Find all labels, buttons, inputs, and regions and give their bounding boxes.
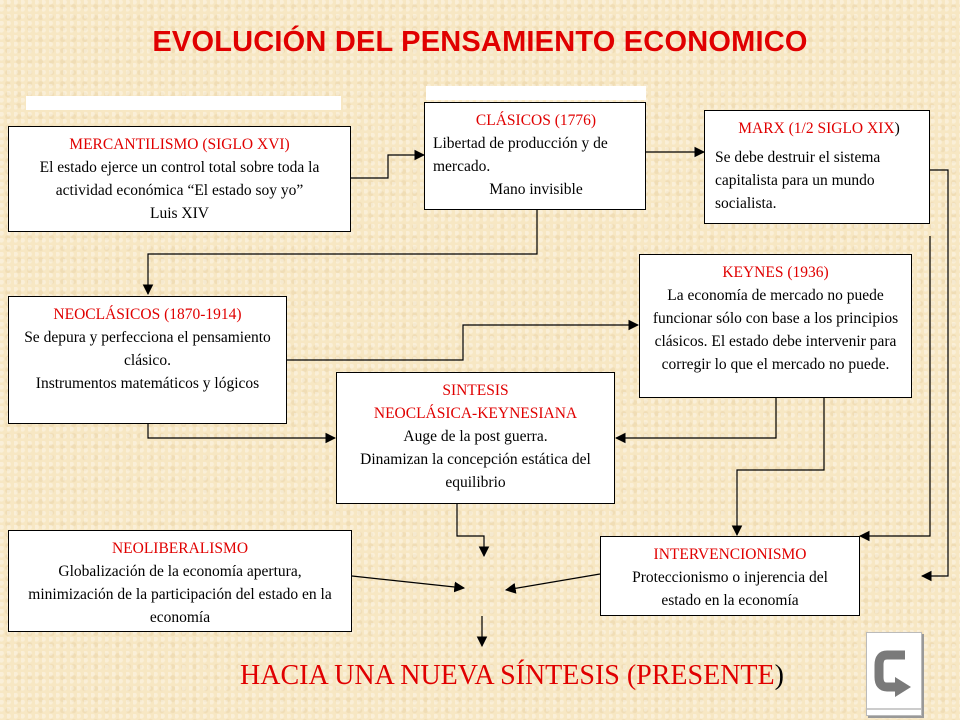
arrow-neoclasicos-keynes (287, 325, 638, 360)
box-keynes (639, 254, 912, 398)
clasicos-body: Libertad de producción y de mercado. (433, 135, 608, 175)
keynes-heading: KEYNES (1936) (722, 264, 829, 281)
neoliberalismo-body: Globalización de la economía apertura, minimización de la participación del estado en la economía (28, 563, 332, 626)
box-marx (704, 110, 930, 224)
box-clasicos (424, 102, 646, 210)
clasicos-heading: CLÁSICOS (1776) (475, 112, 597, 129)
mercantilismo-heading: MERCANTILISMO (SIGLO XVI) (69, 136, 290, 153)
arrow-neoliberalismo-center (352, 576, 464, 588)
box-mercantilismo (8, 126, 351, 232)
intervencionismo-heading: INTERVENCIONISMO (653, 546, 807, 563)
footer-text: HACIA UNA NUEVA SÍNTESIS (PRESENTE) (240, 660, 784, 691)
sintesis-extra: Dinamizan la concepción estática del equilibrio (360, 451, 591, 491)
arrow-intervencionismo-center (506, 574, 600, 590)
arrow-keynes-intervencionismo (737, 398, 824, 535)
return-button[interactable] (866, 632, 922, 716)
neoclasicos-heading: NEOCLÁSICOS (1870-1914) (53, 306, 242, 323)
marx-body: Se debe destruir el sistema capitalista para un mundo socialista. (715, 149, 881, 212)
keynes-body: La economía de mercado no puede funcionar sólo con base a los principios clásicos. El estado debe intervenir para corregir lo que el mercado no puede. (652, 287, 899, 373)
arrow-mercantilismo-clasicos (350, 155, 424, 178)
sintesis-body: Auge de la post guerra. (403, 428, 548, 445)
marx-heading: MARX (1/2 SIGLO XIX) (738, 120, 900, 137)
page-title: EVOLUCIÓN DEL PENSAMIENTO ECONOMICO (152, 26, 808, 58)
sintesis-heading-1: SINTESIS (442, 382, 509, 399)
arrow-neoclasicos-sintesis (148, 424, 335, 438)
box-intervencionismo (600, 536, 860, 616)
neoliberalismo-heading: NEOLIBERALISMO (111, 540, 249, 557)
box-neoliberalismo (8, 530, 352, 632)
box-neoclasicos (8, 296, 287, 424)
intervencionismo-body: Proteccionismo o injerencia del estado en la economía (632, 569, 828, 609)
box-sintesis (336, 372, 615, 504)
sintesis-heading-2: NEOCLÁSICA-KEYNESIANA (373, 405, 578, 422)
return-arrow-icon (867, 633, 921, 715)
neoclasicos-extra: Instrumentos matemáticos y lógicos (35, 375, 260, 392)
arrow-keynes-sintesis (616, 398, 776, 438)
mercantilismo-extra: Luis XIV (150, 205, 209, 222)
neoclasicos-body: Se depura y perfecciona el pensamiento clásico. (24, 329, 271, 369)
arrow-sintesis-down (457, 504, 484, 556)
clasicos-extra: Mano invisible (489, 181, 583, 198)
arrow-marx-intervencionismo (922, 170, 948, 576)
mercantilismo-body: El estado ejerce un control total sobre toda la actividad económica “El estado soy yo” (39, 159, 320, 199)
